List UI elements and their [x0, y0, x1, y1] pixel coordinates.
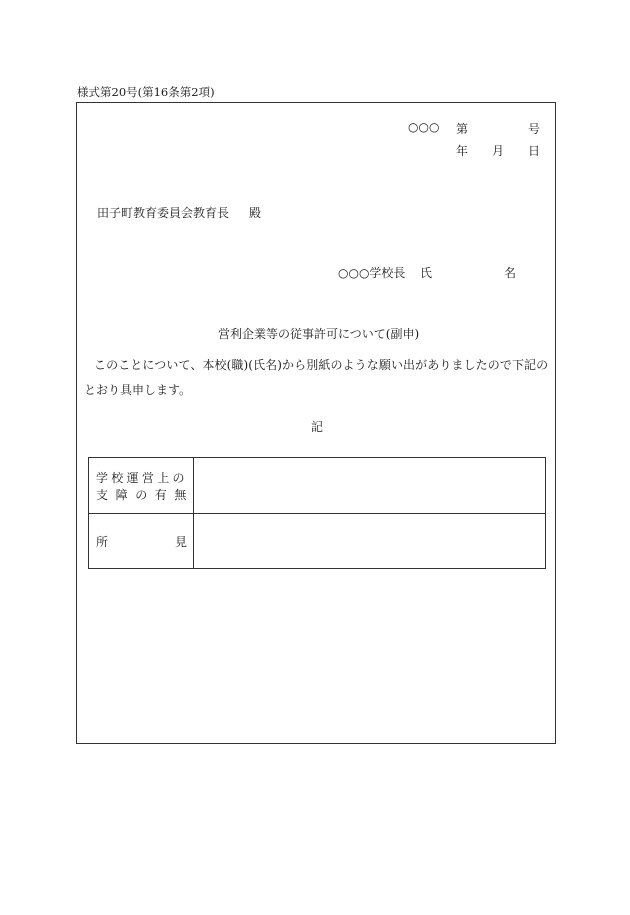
document-number-go: 号	[528, 122, 541, 136]
table-row-divider	[89, 513, 545, 514]
date-day: 日	[528, 144, 541, 158]
sender-school-principal: ○○○学校長	[338, 266, 406, 280]
sender-mei: 名	[504, 266, 517, 280]
form-number-label: 様式第20号(第16条第2項)	[77, 85, 215, 99]
date-year: 年	[456, 144, 469, 158]
document-title: 営利企業等の従事許可について(副申)	[218, 327, 420, 341]
row1-label-line2: 支障の有無	[96, 488, 195, 502]
document-number-dai: 第	[456, 122, 469, 136]
row2-label-left: 所	[96, 535, 109, 549]
table-column-divider	[193, 458, 194, 568]
opinion-table	[88, 457, 546, 569]
addressee-honorific: 殿	[249, 206, 262, 220]
ki-heading: 記	[311, 420, 324, 434]
document-number-prefix: ○○○	[408, 120, 440, 134]
body-line-1: このことについて、本校(職)(氏名)から別紙のような願い出がありましたので下記の	[94, 358, 549, 372]
sender-shi: 氏	[420, 266, 433, 280]
date-month: 月	[492, 144, 505, 158]
addressee-name: 田子町教育委員会教育長	[97, 206, 230, 220]
body-line-2: とおり具申します。	[84, 383, 192, 397]
row2-label-right: 見	[175, 535, 188, 549]
row1-label-line1: 学校運営上の	[96, 471, 188, 485]
